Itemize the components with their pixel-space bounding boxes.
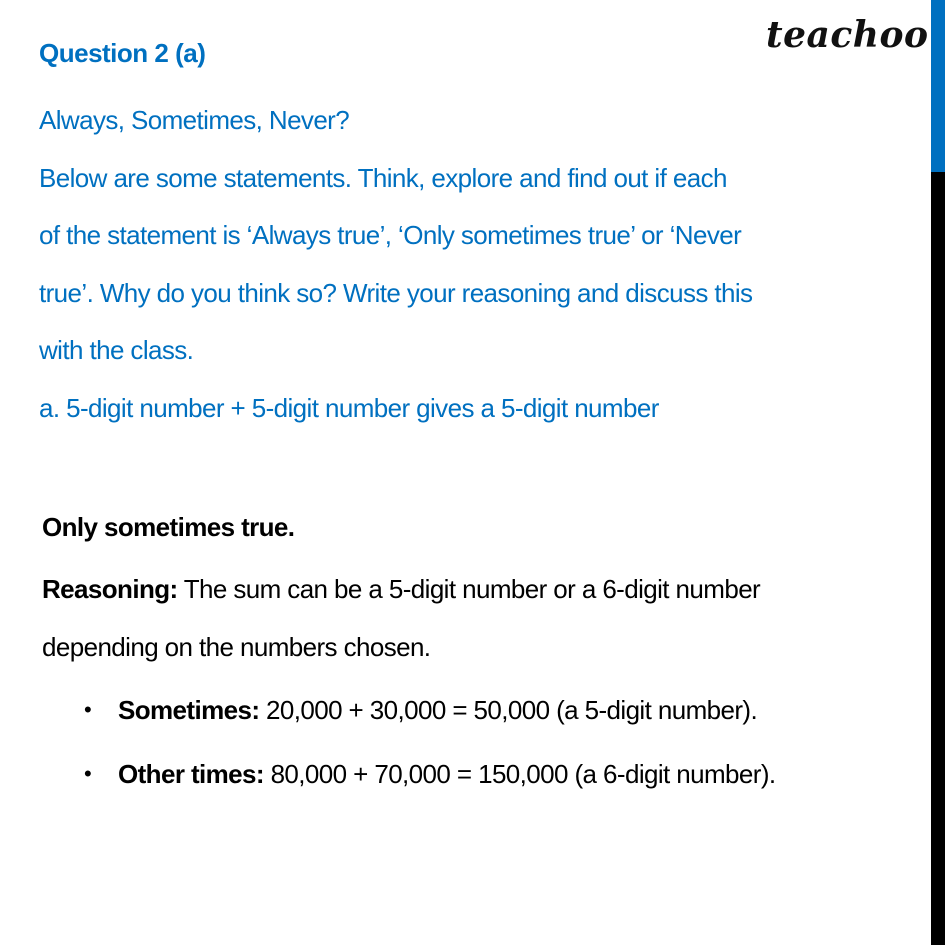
- answer-section: [42, 502, 912, 806]
- side-accent-bar-blue: [931, 0, 945, 172]
- question-title: Question 2 (a): [39, 38, 206, 68]
- bullet-icon: •: [84, 761, 92, 786]
- example-text: 20,000 + 30,000 = 50,000 (a 5-digit number).: [259, 695, 758, 725]
- reasoning-label: Reasoning:: [42, 574, 178, 604]
- answer-verdict: Only sometimes true.: [42, 512, 295, 542]
- list-item: [84, 678, 912, 742]
- question-line: true’. Why do you think so? Write your reasoning and discuss this: [39, 277, 753, 308]
- side-accent-bar-black: [931, 172, 945, 945]
- question-text: [39, 92, 919, 437]
- example-list: [42, 678, 912, 806]
- question-part-a: a. 5-digit number + 5-digit number gives a 5-digit number: [39, 392, 659, 423]
- reasoning-paragraph: [42, 560, 912, 676]
- question-line: with the class.: [39, 335, 194, 365]
- question-line: Always, Sometimes, Never?: [39, 105, 350, 135]
- example-text: 80,000 + 70,000 = 150,000 (a 6-digit number).: [263, 759, 776, 789]
- reasoning-text-continued: depending on the numbers chosen.: [42, 632, 431, 662]
- reasoning-text: The sum can be a 5-digit number or a 6-digit number: [177, 574, 761, 604]
- question-line: of the statement is ‘Always true’, ‘Only sometimes true’ or ‘Never: [39, 220, 742, 250]
- teachoo-logo: teachoo: [766, 14, 929, 56]
- bullet-icon: •: [84, 697, 92, 722]
- list-item: [84, 742, 912, 806]
- example-label: Sometimes:: [118, 695, 260, 725]
- example-label: Other times:: [118, 759, 264, 789]
- question-line: Below are some statements. Think, explore and find out if each: [39, 162, 727, 193]
